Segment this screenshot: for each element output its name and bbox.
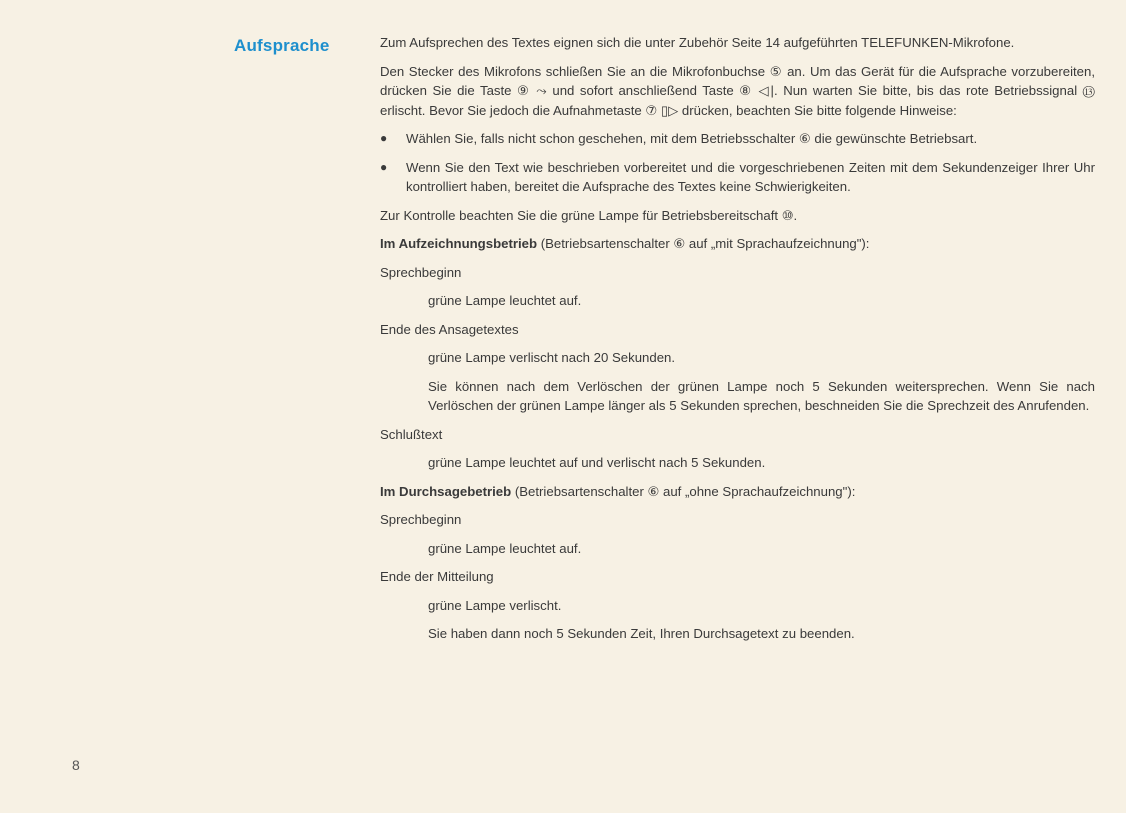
mode-heading-rest: (Betriebsartenschalter ⑥ auf „mit Sprachaufzeichnung"): (537, 236, 870, 251)
step-note: Sie können nach dem Verlöschen der grünen Lampe noch 5 Sekunden weitersprechen. Wenn Sie nach Verlöschen der grünen Lampe länger als 5 Sekunden sprechen, beschneiden Sie die Sprechzeit des Anrufenden. (428, 378, 1095, 413)
step-text: grüne Lampe leuchtet auf. (428, 293, 582, 308)
list-item (380, 158, 1095, 197)
step-label: Ende des Ansagetextes (380, 321, 519, 337)
step-text: grüne Lampe leuchtet auf. (428, 540, 582, 556)
step-note: Sie haben dann noch 5 Sekunden Zeit, Ihren Durchsagetext zu beenden. (428, 626, 855, 641)
paragraph-microphones: Zum Aufsprechen des Textes eignen sich die unter Zubehör Seite 14 aufgeführten TELEFUNKEN-Mikrofone. (380, 35, 1015, 50)
mode-heading-announcement (380, 482, 1095, 502)
step-label: Ende der Mitteilung (380, 569, 494, 584)
step-text: grüne Lampe verlischt. (428, 597, 562, 613)
main-text (380, 33, 1095, 653)
step-label: Sprechbeginn (380, 264, 462, 280)
paragraph-preparation: Den Stecker des Mikrofons schließen Sie an die Mikrofonbuchse ⑤ an. Um das Gerät für die Aufsprache vorzubereiten, drücken Sie die Taste ⑨ ⤳ und sofort anschließend Taste ⑧ ◁|. Nun warten Sie bitte, bis das rote Betriebssignal ⑬ erlischt. Bevor Sie jedoch die Aufnahmetaste ⑦ ▯▷ drücken, beachten Sie bitte folgende Hinweise: (380, 63, 1095, 118)
mode-heading-recording (380, 234, 1095, 254)
mode-heading-rest: (Betriebsartenschalter ⑥ auf „ohne Sprachaufzeichnung"): (511, 483, 856, 499)
bullet-icon: ● (380, 131, 388, 145)
section-title: Aufsprache (234, 36, 330, 55)
step-text: grüne Lampe leuchtet auf und verlischt nach 5 Sekunden. (428, 455, 766, 470)
list-item (380, 129, 1095, 149)
paragraph-control-lamp: Zur Kontrolle beachten Sie die grüne Lampe für Betriebsbereitschaft ⑩. (380, 207, 798, 223)
step-text: grüne Lampe verlischt nach 20 Sekunden. (428, 350, 676, 365)
bullet-icon: ● (380, 159, 388, 174)
page-number: 8 (72, 757, 80, 773)
bullet-text: Wenn Sie den Text wie beschrieben vorbereitet und die vorgeschriebenen Zeiten mit dem Sekundenzeiger Ihrer Uhr kontrolliert haben, bereitet die Aufsprache des Textes keine Schwierigkeiten. (406, 159, 1095, 194)
mode-heading-bold: Im Durchsagebetrieb (380, 483, 512, 499)
step-label: Schlußtext (380, 426, 443, 442)
step-label: Sprechbeginn (380, 512, 462, 527)
bullet-text: Wählen Sie, falls nicht schon geschehen, mit dem Betriebsschalter ⑥ die gewünschte Betriebsart. (406, 131, 978, 146)
mode-heading-bold: Im Aufzeichnungsbetrieb (380, 236, 538, 251)
